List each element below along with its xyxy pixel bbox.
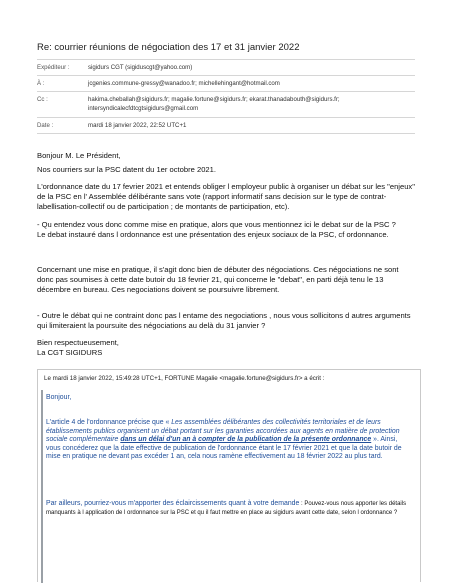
quoted-paragraph-1 — [46, 419, 412, 462]
quoted-p1-intro: L'article 4 de l'ordonnance précise que « — [46, 419, 172, 426]
header-separator — [37, 117, 415, 118]
body-paragraph-3 — [37, 220, 417, 240]
date-value: mardi 18 janvier 2022, 22:52 UTC+1 — [88, 122, 187, 129]
cc-label: Cc : — [37, 96, 48, 103]
to-value[interactable]: jcgenies.commune-gressy@wanadoo.fr; michellehingant@hotmail.com — [88, 80, 280, 87]
signature-line-1: Bien respectueusement, — [37, 338, 119, 347]
email-subject: Re: courrier réunions de négociation des 17 et 31 janvier 2022 — [37, 42, 300, 53]
signature-line-2: La CGT SIGIDURS — [37, 347, 103, 357]
header-separator-bottom — [37, 133, 415, 134]
body-signature — [37, 338, 417, 358]
quoted-header: Le mardi 18 janvier 2022, 15:49:28 UTC+1, FORTUNE Magalie <magalie.fortune@sigidurs.fr> a écrit : — [44, 375, 325, 382]
date-label: Date : — [37, 122, 54, 129]
quoted-message — [37, 369, 421, 582]
quote-bar — [41, 390, 43, 583]
cc-value-line2: intersyndicalecfdtcgtsigidurs@gmail.com — [88, 104, 199, 112]
quoted-paragraph-2 — [46, 500, 412, 517]
quoted-p2-question: Par ailleurs, pourriez-vous m'apporter des éclaircissements quant à votre demande — [46, 500, 300, 507]
quoted-p1-deadline: dans un délai d'un an à compter de la publication de la présente ordonnance — [120, 436, 372, 443]
cc-value[interactable] — [88, 96, 414, 113]
quoted-p1-conclusion: ». Ainsi, vous concéderez que la date effective de publication de l'ordonnance étant le 17 février 2021 et que la date butoir de mise en pratique ne devant pas excéder 1 an, cela nous ramène effectivement au 18 février 2022 au plus tard. — [46, 436, 402, 460]
body-paragraph-2: L'ordonnance date du 17 fevrier 2021 et entends obliger l employeur public à organiser un débat sur les "enjeux" de la PSC en l' Assemblée délibérante sans vote (rapport informatif sans decision sur le type de contrat-labellisation-collectif ou de participation ; de montants de participation, etc). — [37, 182, 415, 211]
body-greeting: Bonjour M. Le Président, — [37, 151, 121, 160]
body-paragraph-5: - Outre le débat qui ne contraint donc pas l entame des negociations , nous vous sollicitons d autres arguments qui limiteraient la poursuite des négociations au delà du 31 janvier ? — [37, 311, 411, 330]
body-paragraph-3b: Le debat instauré dans l ordonnance est une présentation des enjeux sociaux de la PSC, cf ordonnance. — [37, 229, 389, 239]
cc-value-line1: hakima.cheballah@sigidurs.fr; magalie.fortune@sigidurs.fr; ekarat.thanadabouth@sigidurs.fr; — [88, 96, 340, 103]
from-label: Expéditeur : — [37, 64, 70, 71]
header-separator-top — [37, 59, 415, 60]
to-label: À : — [37, 80, 45, 87]
quoted-p1-citation: Les assemblées délibérantes des collectivités territoriales et de leurs établissements publics organisent un débat portant sur les garanties accordées aux agents en matière de protection sociale complémentaire — [46, 419, 400, 443]
body-paragraph-3a: - Qu entendez vous donc comme mise en pratique, alors que vous mentionnez ici le debat sur de la PSC ? — [37, 220, 396, 229]
quoted-greeting: Bonjour, — [46, 394, 72, 401]
header-separator — [37, 91, 415, 92]
quoted-p2-request: : Pouvez-vous nous apporter les détails manquants à l application de l ordonnance sur la PSC et qu il faut mettre en place au sigidurs avant cette date, selon l ordonnance ? — [46, 501, 407, 516]
header-separator — [37, 75, 415, 76]
from-value[interactable]: sigidurs CGT (sigiduscgt@yahoo.com) — [88, 64, 193, 71]
body-paragraph-1: Nos courriers sur la PSC datent du 1er octobre 2021. — [37, 165, 216, 174]
body-paragraph-4: Concernant une mise en pratique, il s'agit donc bien de débuter des négociations. Ces négociations ne sont donc pas soumises à cette date butoir du 18 fevrier 21, qui concerne le "debat", en parti déjà tenu le 13 décembre en bureau. Ces negociations doivent se poursuivre librement. — [37, 265, 399, 294]
